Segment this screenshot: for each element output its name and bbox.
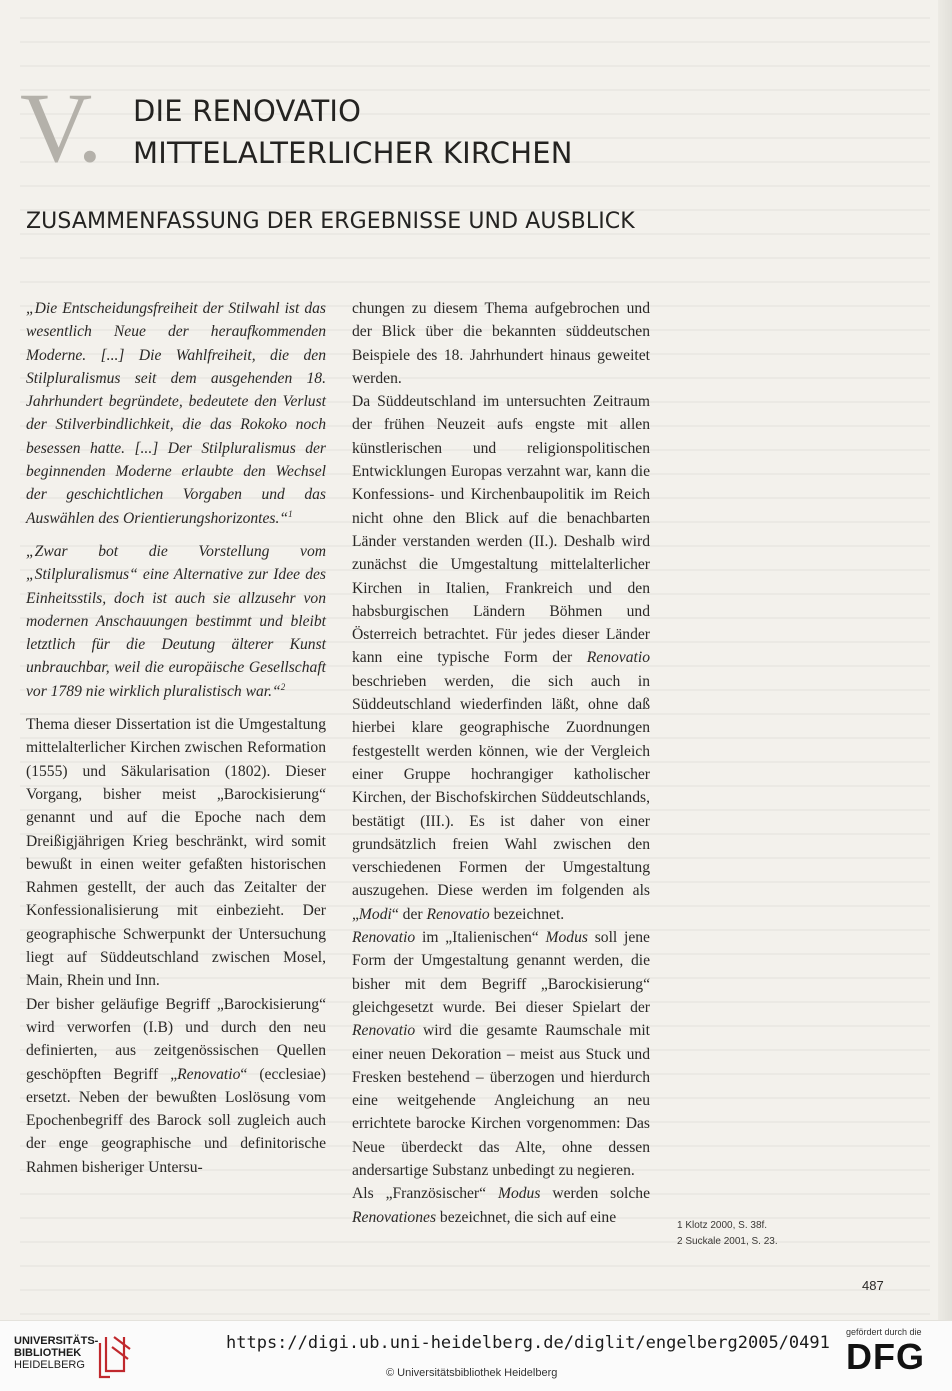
text-run: beschrieben werden, die sich auch in Süddeutschland wiederfinden läßt, ohne daß hierbei klare geographische Zuordnungen festgestellt werden können, wie der Vergleich einer Gruppe hochrangiger katholischer Kirchen, der Bischofskirchen Süddeutschlands, bestätigt (III.). Es ist daher von einer grundsätzlich freien Wahl zwischen den verschiedenen Formen der Umgestaltung auszugehen. Diese werden im folgenden als „ — [352, 672, 650, 923]
text-run: im „Italienischen“ — [415, 929, 546, 947]
body-paragraph: chungen zu diesem Thema aufgebrochen und der Blick über die bekannten süddeutschen Beispiele des 18. Jahrhundert hinaus geweitet werden. — [352, 300, 650, 387]
copyright-notice: © Universitätsbibliothek Heidelberg — [386, 1367, 558, 1379]
library-name-line-3: HEIDELBERG — [14, 1359, 85, 1371]
italic-term: Renovatio — [426, 905, 490, 923]
text-run: Als „Französischer“ — [352, 1185, 498, 1203]
body-paragraph: Thema dieser Dissertation ist die Umgestaltung mittelalterlicher Kirchen zwischen Reformation (1555) und Säkularisation (1802). Dieser Vorgang, bisher meist „Barockisierung“ genannt und auf die Epoche nach dem Dreißigjährigen Krieg beschränkt, wird somit bewußt in einen weiter gefaßten historischen Rahmen gestellt, der auch das Zeitalter der Konfessionalisierung mit einbezieht. Der geographische Schwerpunkt der Untersuchung liegt auf Süddeutschland zwischen Mosel, Main, Rhein und Inn. — [26, 716, 326, 990]
footnote-ref-1[interactable]: 1 — [288, 508, 293, 519]
quote-1-text: „Die Entscheidungsfreiheit der Stilwahl ist das wesentlich Neue der heraufkommenden Moderne. [...] Die Wahlfreiheit, die den Stilpluralismus seit dem ausgehenden 18. Jahrhundert begründete, bedeutete den Verlust der Stilverbindlichkeit, die das Rokoko noch besessen hatte. [...] Der Stilpluralismus der beginnenden Moderne erlaubte den Wechsel der geschichtlichen Vorgaben und das Auswählen des Orientierungshorizontes.“ — [26, 300, 326, 527]
library-name[interactable] — [14, 1335, 98, 1371]
italic-term: Renovatio — [586, 649, 650, 667]
page-number: 487 — [862, 1278, 884, 1293]
footnote-ref-2[interactable]: 2 — [280, 681, 286, 692]
text-run: bezeichnet, die sich auf eine — [436, 1208, 617, 1226]
body-paragraph — [26, 993, 326, 1179]
italic-term: Renovatio — [352, 929, 416, 947]
chapter-title — [133, 90, 573, 174]
chapter-title-line-2: MITTELALTERLICHER KIRCHEN — [133, 136, 573, 170]
body-paragraph — [352, 390, 650, 926]
text-run: Da Süddeutschland im untersuchten Zeitraum der frühen Neuzeit aufs engste mit allen künstlerischen und religionspolitischen Entwicklungen Europas verzahnt war, kann die Konfessions- und Kirchenbaupolitik im Reich nicht ohne den Blick auf die benachbarten Länder verstanden werden (II.). Deshalb wird zunächst die Umgestaltung mittelalterlicher Kirchen in Italien, Frankreich und den habsburgischen Ländern Böhmen und Österreich betrachtet. Für jedes dieser Länder kann eine typische Form der — [352, 393, 650, 667]
text-run: Der bisher geläufige Begriff „Barockisierung“ wird verworfen (I.B) und durch den neu definierten, aus zeitgenössischen Quellen geschöpften Begriff „ — [26, 995, 326, 1083]
text-run: wird die gesamte Raumschale mit einer neuen Dekoration – meist aus Stuck und Fresken bestehend – überzogen und hierdurch eine weitgehende Angleichung an neu errichtete barocke Kirchen vorgenommen: Das Neue überdeckt das Alte, ohne dessen andersartige Substanz unbedingt zu negieren. — [352, 1022, 650, 1179]
text-run: “ (ecclesiae) ersetzt. Neben der bewußten Loslösung vom Epochenbegriff des Barock soll zugleich auch der enge geographische und definitorische Rahmen bisheriger Untersu- — [26, 1065, 327, 1176]
italic-term: Renovationes — [352, 1208, 437, 1226]
italic-term: Modus — [497, 1185, 541, 1203]
left-column — [26, 297, 326, 1179]
body-paragraph — [352, 926, 650, 1182]
footnotes — [677, 1218, 778, 1250]
dfg-logo[interactable]: DFG — [846, 1336, 925, 1377]
digitization-footer — [0, 1320, 952, 1391]
body-paragraph — [352, 1182, 650, 1229]
page-edge — [938, 0, 952, 1320]
italic-term: Modus — [545, 929, 588, 947]
italic-term: Renovatio — [352, 1022, 416, 1040]
funded-by-label: gefördert durch die — [846, 1327, 922, 1337]
library-name-line-2: BIBLIOTHEK — [14, 1347, 82, 1359]
epigraph-quote-2 — [26, 540, 326, 703]
library-name-line-1: UNIVERSITÄTS- — [14, 1335, 99, 1347]
italic-term: Renovatio — [177, 1065, 241, 1083]
chapter-title-line-1: DIE RENOVATIO — [133, 94, 362, 128]
text-run: “ der — [391, 905, 427, 923]
italic-term: Modi — [358, 905, 392, 923]
text-run: soll jene Form der Umgestaltung genannt werden, die bisher mit dem Begriff „Barockisierung“ gleichgesetzt wurde. Bei dieser Spielart der — [352, 929, 650, 1016]
right-column — [352, 297, 650, 1229]
text-run: werden solche — [540, 1185, 651, 1203]
footnote-2: 2 Suckale 2001, S. 23. — [677, 1236, 778, 1247]
footnote-1: 1 Klotz 2000, S. 38f. — [677, 1220, 768, 1231]
library-logo-icon[interactable] — [96, 1333, 132, 1381]
epigraph-quote-1 — [26, 297, 326, 530]
permalink-url[interactable]: https://digi.ub.uni-heidelberg.de/diglit/engelberg2005/0491 — [226, 1333, 830, 1353]
quote-2-text: „Zwar bot die Vorstellung vom „Stilpluralismus“ eine Alternative zur Idee des Einheitsstils, doch ist auch sie allzusehr von modernen Anschauungen bestimmt und bleibt letztlich für die Deutung älterer Kunst unbrauchbar, weil die europäische Gesellschaft vor 1789 nie wirklich pluralistisch war.“ — [26, 542, 326, 700]
section-title: ZUSAMMENFASSUNG DER ERGEBNISSE UND AUSBLICK — [26, 209, 635, 234]
text-run: bezeichnet. — [489, 905, 565, 923]
chapter-number: V. — [20, 72, 101, 183]
